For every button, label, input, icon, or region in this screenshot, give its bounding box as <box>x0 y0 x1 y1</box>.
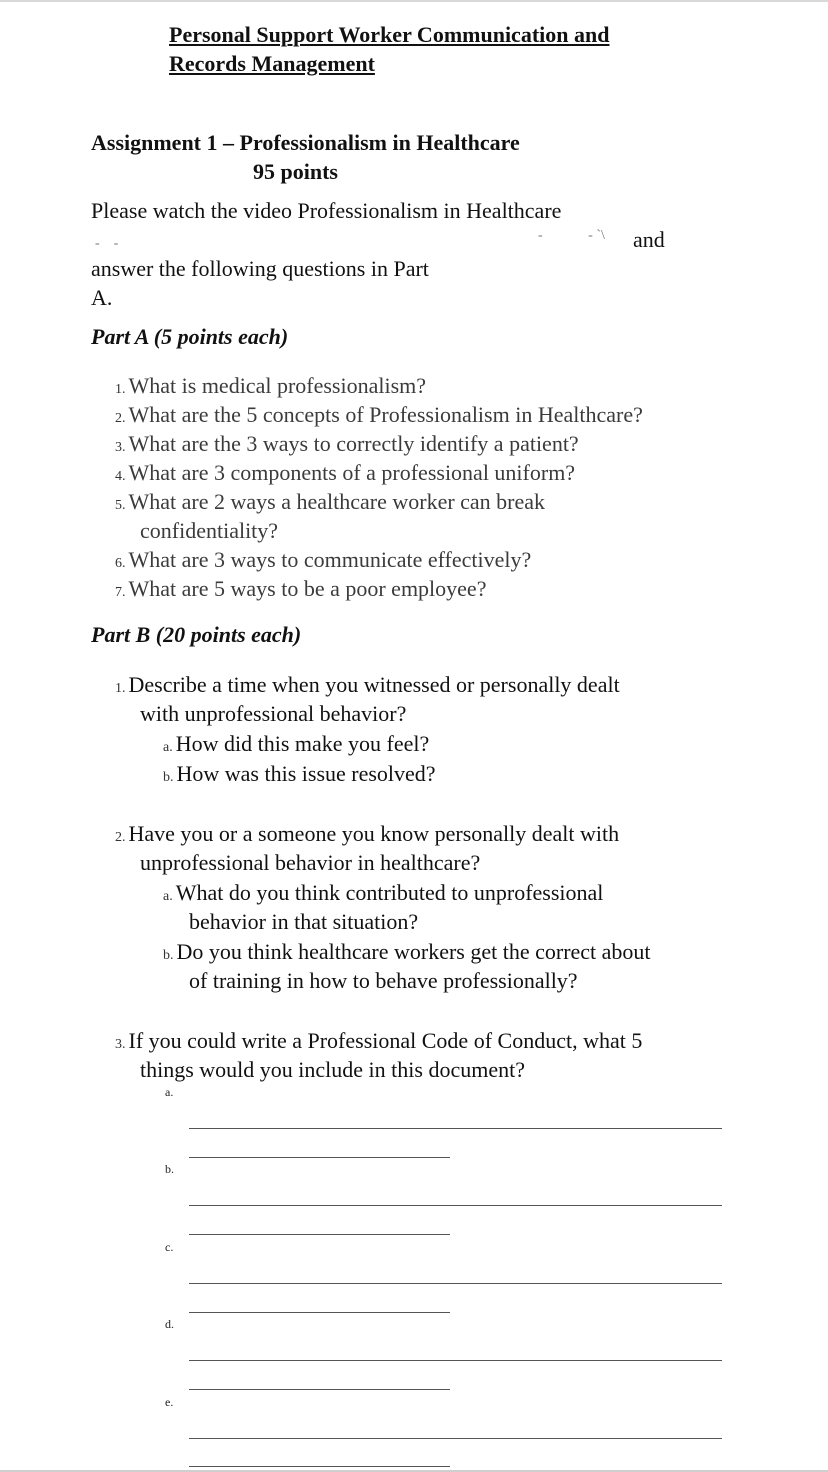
course-title-line1: Personal Support Worker Communication and <box>169 22 610 47</box>
answer-c-line-2[interactable] <box>189 1312 450 1313</box>
answer-e-line-2[interactable] <box>189 1466 450 1467</box>
answer-e-label: e. <box>165 1395 174 1409</box>
part-a-question-4: 4. What are 3 components of a professional uniform? <box>115 460 576 485</box>
answer-b-line-2[interactable] <box>189 1234 450 1235</box>
answer-a-line-2[interactable] <box>189 1157 450 1158</box>
assignment-heading: Assignment 1 – Professionalism in Healthcare <box>91 130 520 155</box>
part-b-question-2-cont: unprofessional behavior in healthcare? <box>140 850 481 875</box>
part-b-question-2a: a. What do you think contributed to unprofessional <box>163 880 604 905</box>
part-a-question-3: 3. What are the 3 ways to correctly identify a patient? <box>115 431 579 456</box>
top-border <box>0 0 828 2</box>
part-a-question-1: 1. What is medical professionalism? <box>115 373 427 398</box>
part-a-question-6: 6. What are 3 ways to communicate effectively? <box>115 547 532 572</box>
part-b-question-2b: b. Do you think healthcare workers get the correct about <box>163 939 651 964</box>
part-b-question-2b-cont: of training in how to behave professionally? <box>189 968 578 993</box>
part-a-question-7: 7. What are 5 ways to be a poor employee? <box>115 576 487 601</box>
intro-line4: A. <box>91 285 113 310</box>
answer-d-label: d. <box>165 1317 174 1331</box>
answer-b-line-1[interactable] <box>189 1205 722 1206</box>
part-a-heading: Part A (5 points each) <box>91 324 289 349</box>
part-a-question-5-cont: confidentiality? <box>140 518 279 543</box>
answer-d-line-2[interactable] <box>189 1389 450 1390</box>
points-total: 95 points <box>253 159 338 184</box>
answer-c-line-1[interactable] <box>189 1283 722 1284</box>
part-b-question-1a: a. How did this make you feel? <box>163 731 430 756</box>
part-b-question-3-cont: things would you include in this document? <box>140 1057 525 1082</box>
intro-line3: answer the following questions in Part <box>91 256 429 281</box>
part-b-heading: Part B (20 points each) <box>91 622 302 647</box>
redacted-link-fragment-2: - - `\ <box>538 228 605 243</box>
answer-a-label: a. <box>165 1085 174 1099</box>
part-a-question-2: 2. What are the 5 concepts of Professionalism in Healthcare? <box>115 402 643 427</box>
part-b-question-1-cont: with unprofessional behavior? <box>140 701 407 726</box>
answer-c-label: c. <box>165 1240 174 1254</box>
redacted-link-fragment: - - <box>95 236 119 251</box>
part-b-question-2a-cont: behavior in that situation? <box>189 909 419 934</box>
answer-a-line-1[interactable] <box>189 1128 722 1129</box>
part-b-question-1: 1. Describe a time when you witnessed or personally dealt <box>115 672 620 697</box>
course-title-line2: Records Management <box>169 51 375 76</box>
answer-b-label: b. <box>165 1162 174 1176</box>
intro-line2-end: and <box>633 227 665 252</box>
part-a-question-5: 5. What are 2 ways a healthcare worker can break <box>115 489 546 514</box>
part-b-question-3: 3. If you could write a Professional Code of Conduct, what 5 <box>115 1028 643 1053</box>
answer-e-line-1[interactable] <box>189 1438 722 1439</box>
part-b-question-2: 2. Have you or a someone you know personally dealt with <box>115 821 620 846</box>
answer-d-line-1[interactable] <box>189 1360 722 1361</box>
intro-line1: Please watch the video Professionalism in Healthcare <box>91 198 562 223</box>
part-b-question-1b: b. How was this issue resolved? <box>163 761 436 786</box>
